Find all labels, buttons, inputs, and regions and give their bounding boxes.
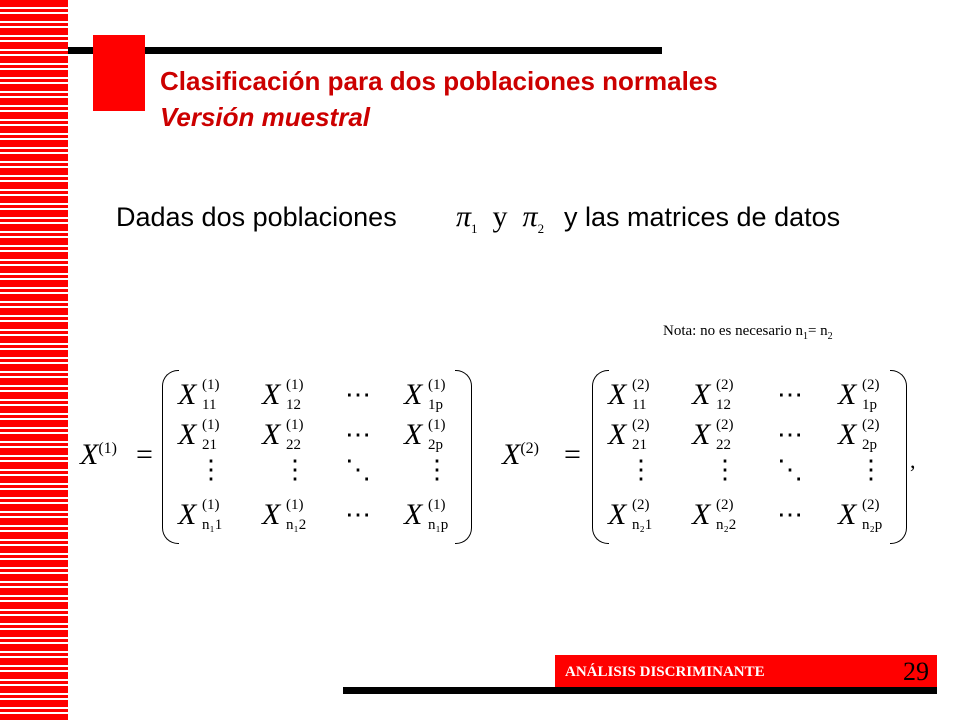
footer-label: ANÁLISIS DISCRIMINANTE [565, 664, 765, 680]
matrix-x1-cell: X (1) 12 [262, 377, 304, 413]
matrix-x1-cell: X (1) 22 [262, 417, 304, 453]
matrix-x1-hdots: ⋯ [345, 420, 371, 449]
matrix-x2-vdots: ⋮ [858, 455, 884, 484]
decorative-stripes [0, 0, 68, 720]
conjunction: y [492, 200, 508, 233]
note [663, 323, 833, 342]
matrix-x2-vdots: ⋮ [712, 455, 738, 484]
pi-2-subscript: 2 [537, 221, 545, 236]
intro-text: Dadas dos poblaciones [116, 202, 397, 232]
footer-box [555, 655, 937, 687]
matrix-x1-vdots: ⋮ [282, 455, 308, 484]
page-number: 29 [903, 657, 929, 686]
matrix-x1-cell: X (1) 21 [178, 417, 220, 453]
matrix-x1-label: $X^{(1)}$ [80, 438, 117, 471]
top-rule [68, 47, 662, 54]
matrix-x1-cell: X (1) 1p [404, 377, 446, 413]
matrix-x2-cell: X (2) 12 [692, 377, 734, 413]
matrix-x1-cell: X (1) n₁1 [178, 497, 223, 533]
pi-symbol-1: π [456, 200, 472, 233]
matrix-x2-cell: X (2) 2p [838, 417, 880, 453]
matrix-x1-left-paren [162, 370, 179, 544]
matrix-x2-label: $X^{(2)}$ [502, 438, 539, 471]
matrix-x2-hdots: ⋯ [777, 420, 803, 449]
matrix-x2-hdots: ⋯ [777, 380, 803, 409]
note-eq: = n [807, 323, 828, 339]
matrix-x2-cell: X (2) 22 [692, 417, 734, 453]
matrix-x1-hdots: ⋯ [345, 380, 371, 409]
intro-text-end: y las matrices de datos [564, 202, 841, 232]
slide-subtitle: Versión muestral [160, 102, 371, 132]
matrix-x2-cell: X (2) 21 [608, 417, 650, 453]
note-sub-1: 1 [802, 331, 808, 342]
matrix-x1-hdots: ⋯ [345, 500, 371, 529]
matrix-x1-cell: X (1) 2p [404, 417, 446, 453]
matrix-x2-hdots: ⋯ [777, 500, 803, 529]
note-sub-2: 2 [827, 331, 833, 342]
matrix-x2-cell: X (2) 1p [838, 377, 880, 413]
populations-formula [456, 200, 544, 237]
matrix-x2-ddots: ⋱ [777, 455, 803, 484]
matrix-x1-vdots: ⋮ [198, 455, 224, 484]
slide-title: Clasificación para dos poblaciones normales [160, 66, 718, 96]
bottom-rule [343, 687, 937, 694]
pi-symbol-2: π [522, 200, 538, 233]
matrix-x2-cell: X (2) n₂p [838, 497, 883, 533]
pi-1-subscript: 1 [471, 221, 478, 236]
matrix-x1-cell: X (1) n₁p [404, 497, 449, 533]
matrix-x2-equals: = [564, 438, 581, 471]
matrix-x2-comma: , [910, 448, 916, 473]
title-accent-block [93, 35, 145, 111]
matrix-x1-cell: X (1) 11 [178, 377, 220, 413]
matrix-x1-vdots: ⋮ [424, 455, 450, 484]
matrix-x2-vdots: ⋮ [628, 455, 654, 484]
note-text: Nota: no es necesario n [663, 323, 803, 339]
matrix-x1-cell: X (1) n₁2 [262, 497, 307, 533]
matrix-x1-equals: = [136, 438, 153, 471]
matrix-x2-cell: X (2) n₂1 [608, 497, 653, 533]
matrix-x2-left-paren [592, 370, 609, 544]
matrix-x1-ddots: ⋱ [345, 455, 371, 484]
matrix-x2-cell: X (2) 11 [608, 377, 650, 413]
matrix-x2-cell: X (2) n₂2 [692, 497, 737, 533]
